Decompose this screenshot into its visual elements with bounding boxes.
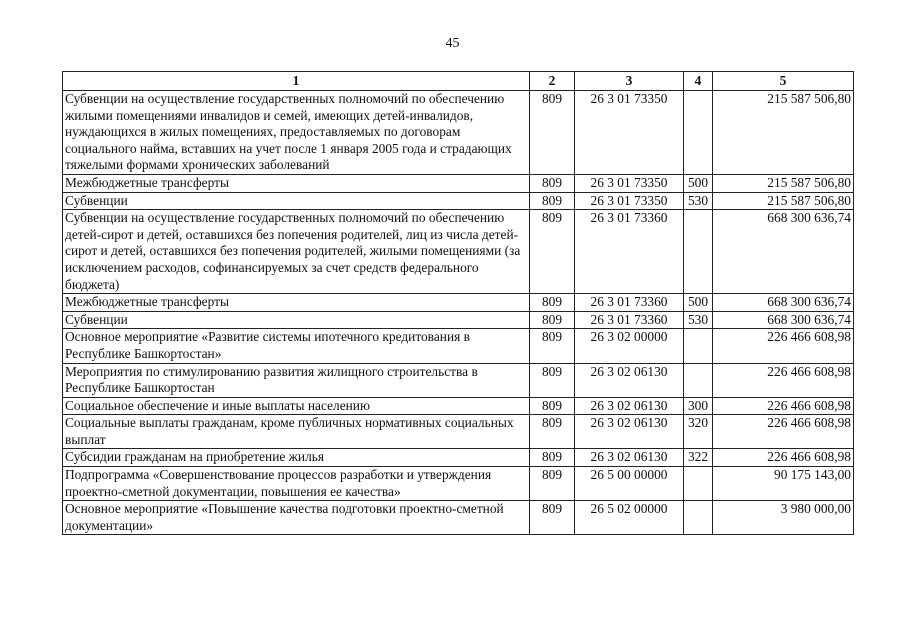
row-amount: 668 300 636,74 <box>713 311 854 329</box>
page-number: 45 <box>445 36 460 51</box>
row-org-code: 809 <box>530 415 575 449</box>
row-amount: 215 587 506,80 <box>713 174 854 192</box>
table-row <box>63 501 854 535</box>
table-header-row <box>63 72 854 91</box>
row-expense-type <box>684 363 713 397</box>
row-name: Подпрограмма «Совершенствование процессов разработки и утверждения проектно-сметной документации, повышения ее качества» <box>63 467 530 501</box>
row-name: Субвенции на осуществление государственных полномочий по обеспечению жилыми помещениями инвалидов и семей, имеющих детей-инвалидов, нуждающихся в жилых помещениях, предоставляемых по договорам социального найма, вставших на учет после 1 января 2005 года и страдающих тяжелыми формами хронических заболеваний <box>63 91 530 175</box>
row-target-code: 26 3 02 06130 <box>575 397 684 415</box>
table-row <box>63 363 854 397</box>
row-name: Межбюджетные трансферты <box>63 174 530 192</box>
row-target-code: 26 3 02 00000 <box>575 329 684 363</box>
table-row <box>63 449 854 467</box>
row-org-code: 809 <box>530 363 575 397</box>
row-amount: 90 175 143,00 <box>713 467 854 501</box>
row-expense-type <box>684 329 713 363</box>
header-col-1: 1 <box>63 72 530 91</box>
row-name: Социальное обеспечение и иные выплаты населению <box>63 397 530 415</box>
row-name: Субвенции <box>63 192 530 210</box>
row-target-code: 26 3 01 73350 <box>575 91 684 175</box>
row-expense-type: 322 <box>684 449 713 467</box>
row-org-code: 809 <box>530 467 575 501</box>
row-org-code: 809 <box>530 501 575 535</box>
row-name: Социальные выплаты гражданам, кроме публичных нормативных социальных выплат <box>63 415 530 449</box>
header-col-2: 2 <box>530 72 575 91</box>
row-expense-type: 500 <box>684 294 713 312</box>
table-row <box>63 467 854 501</box>
budget-table <box>62 71 854 535</box>
row-name: Субсидии гражданам на приобретение жилья <box>63 449 530 467</box>
row-expense-type <box>684 467 713 501</box>
row-name: Межбюджетные трансферты <box>63 294 530 312</box>
row-org-code: 809 <box>530 174 575 192</box>
row-org-code: 809 <box>530 210 575 294</box>
row-amount: 226 466 608,98 <box>713 397 854 415</box>
table-row <box>63 329 854 363</box>
row-expense-type <box>684 91 713 175</box>
row-expense-type: 300 <box>684 397 713 415</box>
row-target-code: 26 3 02 06130 <box>575 363 684 397</box>
row-amount: 668 300 636,74 <box>713 294 854 312</box>
table-row <box>63 174 854 192</box>
row-name: Основное мероприятие «Повышение качества подготовки проектно-сметной документации» <box>63 501 530 535</box>
row-target-code: 26 5 00 00000 <box>575 467 684 501</box>
row-org-code: 809 <box>530 311 575 329</box>
header-col-5: 5 <box>713 72 854 91</box>
table-row <box>63 210 854 294</box>
row-expense-type: 530 <box>684 192 713 210</box>
row-amount: 215 587 506,80 <box>713 91 854 175</box>
table-row <box>63 397 854 415</box>
row-expense-type: 530 <box>684 311 713 329</box>
row-name: Основное мероприятие «Развитие системы ипотечного кредитования в Республике Башкортостан» <box>63 329 530 363</box>
table-row <box>63 294 854 312</box>
row-amount: 226 466 608,98 <box>713 329 854 363</box>
row-target-code: 26 3 01 73360 <box>575 210 684 294</box>
row-org-code: 809 <box>530 397 575 415</box>
row-expense-type <box>684 210 713 294</box>
row-name: Субвенции <box>63 311 530 329</box>
row-org-code: 809 <box>530 449 575 467</box>
table-row <box>63 192 854 210</box>
row-org-code: 809 <box>530 91 575 175</box>
row-expense-type: 500 <box>684 174 713 192</box>
row-target-code: 26 3 01 73360 <box>575 294 684 312</box>
row-amount: 226 466 608,98 <box>713 363 854 397</box>
header-col-3: 3 <box>575 72 684 91</box>
row-name: Мероприятия по стимулированию развития жилищного строительства в Республике Башкортостан <box>63 363 530 397</box>
header-col-4: 4 <box>684 72 713 91</box>
row-amount: 215 587 506,80 <box>713 192 854 210</box>
row-target-code: 26 3 02 06130 <box>575 415 684 449</box>
row-expense-type: 320 <box>684 415 713 449</box>
row-target-code: 26 3 01 73350 <box>575 174 684 192</box>
row-org-code: 809 <box>530 329 575 363</box>
row-target-code: 26 5 02 00000 <box>575 501 684 535</box>
row-org-code: 809 <box>530 192 575 210</box>
table-row <box>63 311 854 329</box>
row-target-code: 26 3 01 73350 <box>575 192 684 210</box>
row-name: Субвенции на осуществление государственных полномочий по обеспечению детей-сирот и детей, оставшихся без попечения родителей, лиц из числа детей-сирот и детей, оставшихся без попечения родителей, жилыми помещениями (за исключением расходов, софинансируемых за счет средств федерального бюджета) <box>63 210 530 294</box>
row-expense-type <box>684 501 713 535</box>
table-row <box>63 415 854 449</box>
row-amount: 226 466 608,98 <box>713 449 854 467</box>
row-amount: 3 980 000,00 <box>713 501 854 535</box>
row-target-code: 26 3 02 06130 <box>575 449 684 467</box>
row-org-code: 809 <box>530 294 575 312</box>
row-amount: 226 466 608,98 <box>713 415 854 449</box>
table-row <box>63 91 854 175</box>
row-amount: 668 300 636,74 <box>713 210 854 294</box>
row-target-code: 26 3 01 73360 <box>575 311 684 329</box>
